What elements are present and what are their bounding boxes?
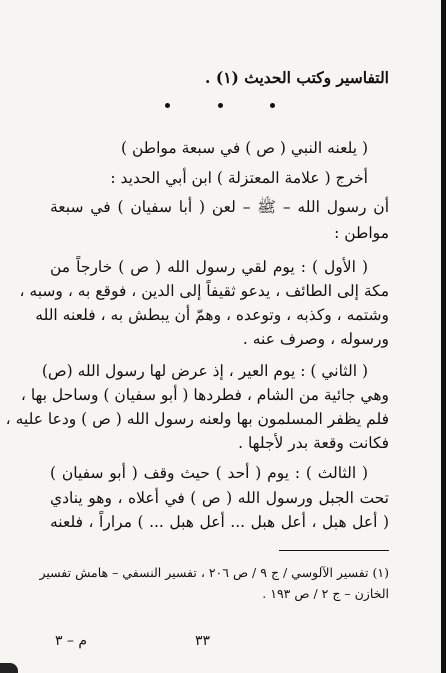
text-line: ( أعل هبل ، أعل هبل ... أعل هبل ... ) مراراً ، فلعنه bbox=[50, 513, 389, 531]
text-line: التفاسير وكتب الحديث (١) . bbox=[205, 68, 389, 87]
text-line: أن رسول الله – ﷺ – لعن ( أبا سفيان ) في سبعة bbox=[50, 198, 389, 216]
text-line: وهي جائية من الشام ، فطردها ( أبو سفيان ) وساحل بها ، bbox=[20, 386, 389, 404]
page-corner-shadow bbox=[0, 663, 18, 673]
text-line: ( الثاني ) : يوم العير ، إذ عرض لها رسول الله (ص) bbox=[41, 362, 368, 380]
separator-dot bbox=[165, 103, 170, 108]
page-number: ٣٣ bbox=[195, 633, 211, 649]
text-line: ( الأول ) : يوم لقي رسول الله ( ص ) خارجاً من bbox=[50, 258, 368, 276]
text-line: مواطن : bbox=[334, 224, 389, 242]
text-line: تحت الجبل ورسول الله ( ص ) في أعلاه ، وهو ينادي bbox=[50, 489, 389, 507]
signature-mark: م – ٣ bbox=[55, 633, 88, 649]
text-line: ( الثالث ) : يوم ( أحد ) حيث وقف ( أبو سفيان ) bbox=[50, 464, 368, 482]
page-edge-shadow bbox=[441, 0, 446, 673]
text-line: فلم يظفر المسلمون بها ولعنه رسول الله ( ص ) ودعا عليه ، bbox=[5, 410, 389, 428]
footnote-line: الخازن – ج ٢ / ص ١٩٣ . bbox=[262, 586, 389, 601]
text-line: أخرج ( علامة المعتزلة ) ابن أبي الحديد : bbox=[110, 169, 368, 187]
section-heading: ( يلعنه النبي ( ص ) في سبعة مواطن ) bbox=[120, 139, 368, 157]
text-line: فكانت وقعة بدر لأجلها . bbox=[238, 434, 389, 452]
footnote-rule bbox=[279, 550, 389, 551]
footnote-line: (١) تفسير الآلوسي / ج ٩ / ص ٢٠٦ ، تفسير النسفي – هامش تفسير bbox=[39, 565, 389, 580]
text-line: ورسوله ، وصرف عنه . bbox=[242, 330, 389, 348]
separator-dot bbox=[218, 103, 223, 108]
separator-dot bbox=[270, 103, 275, 108]
section-separator bbox=[165, 103, 275, 108]
text-line: وشتمه ، وكذبه ، وتوعده ، وهمّ أن يبطش به ، فلعنه الله bbox=[35, 306, 389, 324]
text-line: مكة إلى الطائف ، يدعو ثقيفاً إلى الدين ، فوقع به ، وسبه ، bbox=[19, 282, 389, 300]
